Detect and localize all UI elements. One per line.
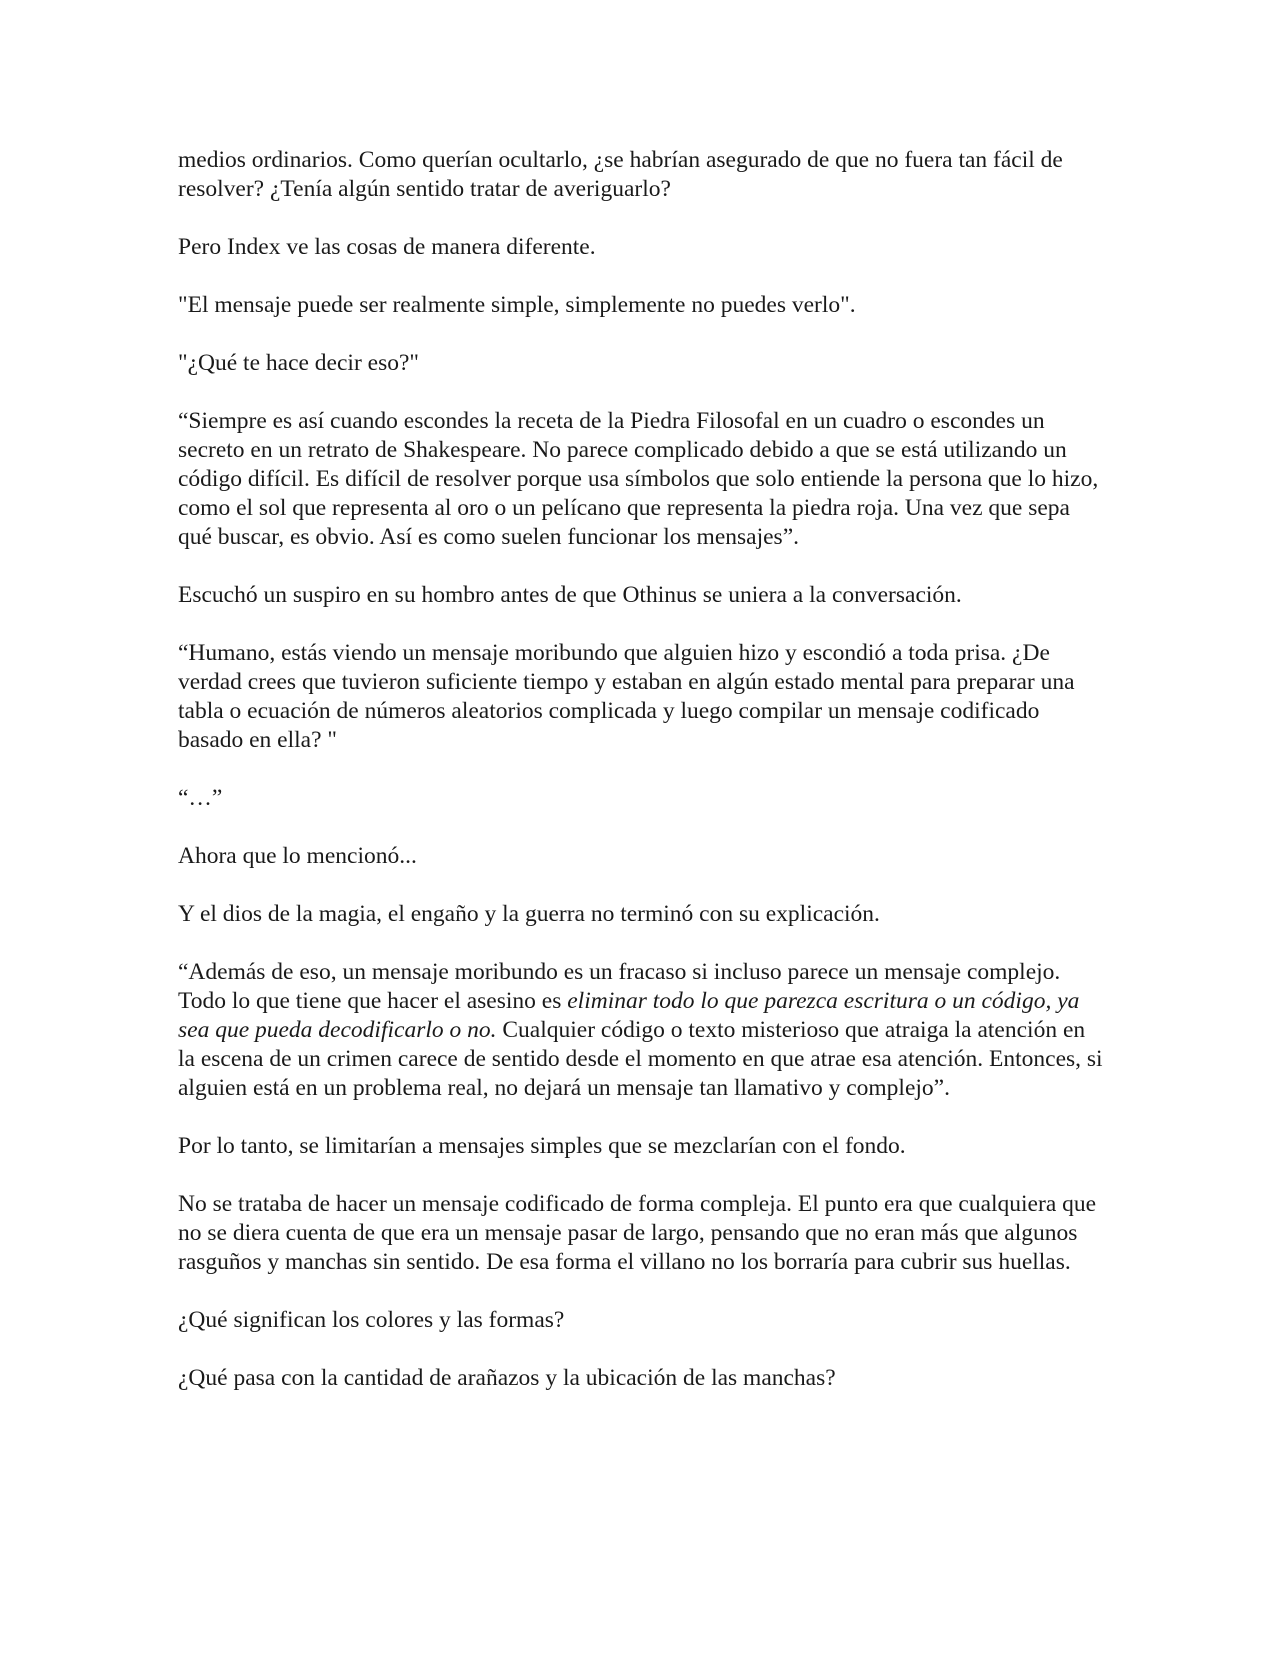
document-page: [178, 146, 1103, 1422]
paragraph: Y el dios de la magia, el engaño y la guerra no terminó con su explicación.: [178, 901, 880, 927]
paragraph: medios ordinarios. Como querían ocultarlo, ¿se habrían asegurado de que no fuera tan fácil de resolver? ¿Tenía algún sentido tratar de averiguarlo?: [178, 147, 1063, 202]
paragraph-text: “Además de eso, un mensaje moribundo es un fracaso si incluso parece un mensaje complejo. Todo lo que tiene que hacer el asesino es: [178, 959, 1061, 1014]
paragraph: “Humano, estás viendo un mensaje moribundo que alguien hizo y escondió a toda prisa. ¿De verdad crees que tuvieron suficiente tiempo y estaban en algún estado mental para preparar una tabla o ecuación de números aleatorios complicada y luego compilar un mensaje codificado basado en ella? ": [178, 640, 1075, 753]
paragraph-text: Cualquier código o texto misterioso que atraiga la atención en la escena de un crimen carece de sentido desde el momento en que atrae esa atención. Entonces, si alguien está en un problema real, no dejará un mensaje tan llamativo y complejo”.: [178, 1017, 1103, 1101]
paragraph: No se trataba de hacer un mensaje codificado de forma compleja. El punto era que cualquiera que no se diera cuenta de que era un mensaje pasar de largo, pensando que no eran más que algunos rasguños y manchas sin sentido. De esa forma el villano no los borraría para cubrir sus huellas.: [178, 1191, 1097, 1275]
paragraph: “Siempre es así cuando escondes la receta de la Piedra Filosofal en un cuadro o escondes un secreto en un retrato de Shakespeare. No parece complicado debido a que se está utilizando un código difícil. Es difícil de resolver porque usa símbolos que solo entiende la persona que lo hizo, como el sol que representa al oro o un pelícano que representa la piedra roja. Una vez que sepa qué buscar, es obvio. Así es como suelen funcionar los mensajes”.: [178, 408, 1099, 550]
paragraph: [178, 958, 1103, 1103]
paragraph: ¿Qué pasa con la cantidad de arañazos y la ubicación de las manchas?: [178, 1365, 836, 1391]
paragraph: Pero Index ve las cosas de manera diferente.: [178, 234, 596, 260]
paragraph: “…”: [178, 785, 223, 811]
paragraph: "El mensaje puede ser realmente simple, simplemente no puedes verlo".: [178, 292, 856, 318]
paragraph: Ahora que lo mencionó...: [178, 843, 417, 869]
paragraph: Por lo tanto, se limitarían a mensajes simples que se mezclarían con el fondo.: [178, 1133, 906, 1159]
paragraph: "¿Qué te hace decir eso?": [178, 350, 419, 376]
paragraph: Escuchó un suspiro en su hombro antes de que Othinus se uniera a la conversación.: [178, 582, 962, 608]
paragraph: ¿Qué significan los colores y las formas?: [178, 1307, 565, 1333]
italic-text: eliminar todo lo que parezca escritura o un código, ya sea que pueda decodificarlo o no.: [178, 988, 1080, 1043]
